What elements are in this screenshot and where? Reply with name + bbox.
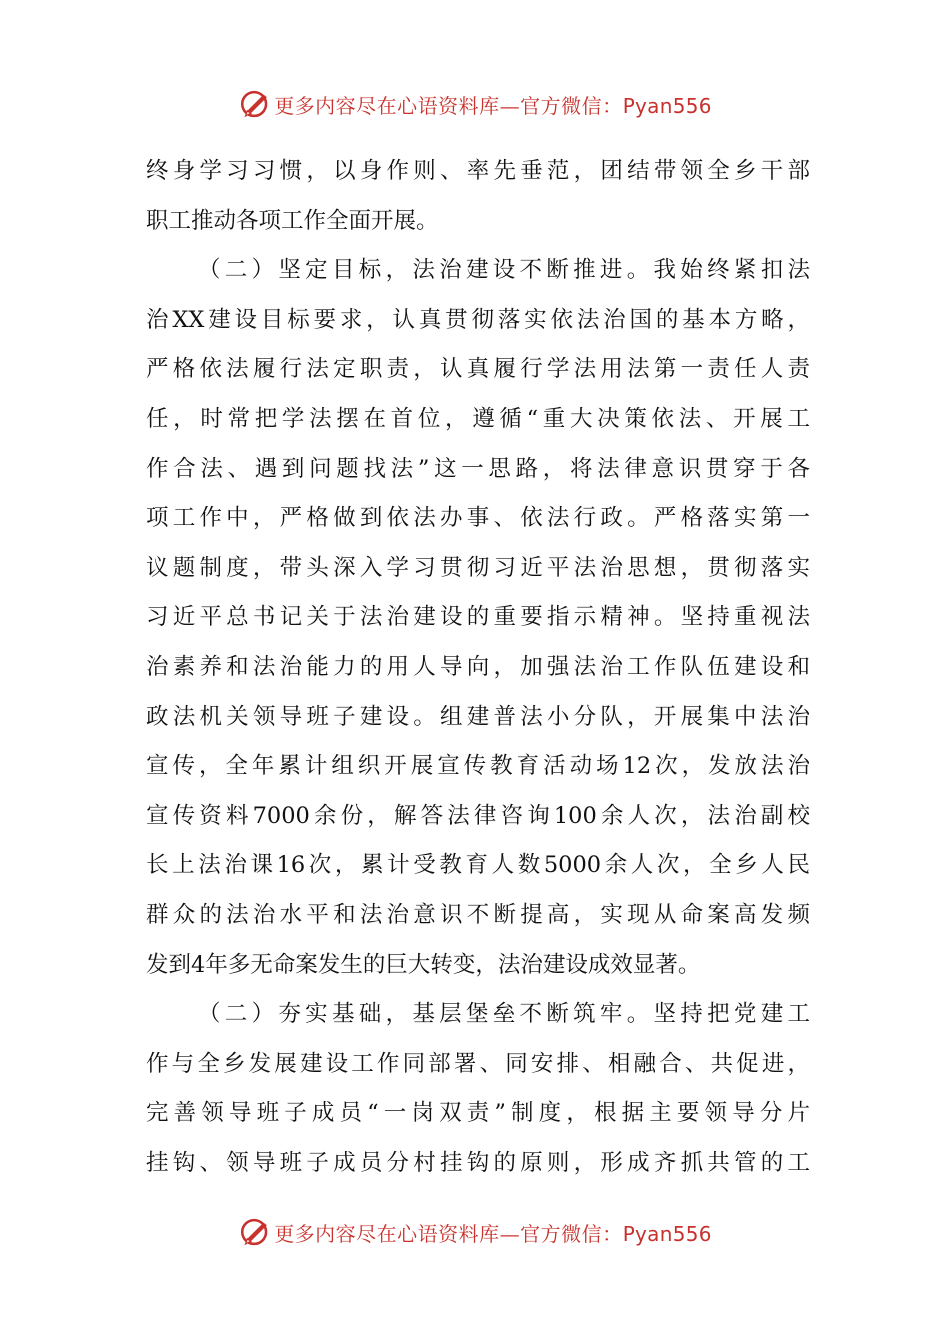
text-line: 任，时常把学法摆在首位，遵循“重大决策依法、开展工 <box>146 405 810 432</box>
text-line: 项工作中，严格做到依法办事、依法行政。严格落实第一 <box>146 505 810 532</box>
text-line: 严格依法履行法定职责，认真履行学法用法第一责任人责 <box>146 356 810 383</box>
text-line: 终身学习习惯，以身作则、率先垂范，团结带领全乡干部 <box>146 158 810 184</box>
watermark-text: 更多内容尽在心语资料库—官方微信：Pyan556 <box>274 1221 712 1246</box>
text-line: 议题制度，带头深入学习贯彻习近平法治思想，贯彻落实 <box>146 554 810 581</box>
text-line: 习近平总书记关于法治建设的重要指示精神。坚持重视法 <box>146 604 810 631</box>
text-line: 长上法治课16次，累计受教育人数5000余人次，全乡人民 <box>146 852 810 879</box>
text-line: 宣传，全年累计组织开展宣传教育活动场12次，发放法治 <box>146 753 810 780</box>
watermark-wechat-id: Pyan556 <box>622 1221 712 1246</box>
text-line: 宣传资料7000余份，解答法律咨询100余人次，法治副校 <box>146 802 810 829</box>
text-line: （二）夯实基础，基层堡垒不断筑牢。坚持把党建工 <box>198 1001 810 1028</box>
watermark-text: 更多内容尽在心语资料库—官方微信：Pyan556 <box>274 93 712 118</box>
text-line: 完善领导班子成员“一岗双责”制度，根据主要领导分片 <box>146 1100 810 1127</box>
text-line: 作与全乡发展建设工作同部署、同安排、相融合、共促进， <box>146 1050 810 1077</box>
text-line: 职工推动各项工作全面开展。 <box>146 207 439 234</box>
pen-logo-icon <box>238 1215 272 1249</box>
text-line: 群众的法治水平和法治意识不断提高，实现从命案高发频 <box>146 901 810 928</box>
pen-logo-icon <box>238 87 272 121</box>
text-line: 治素养和法治能力的用人导向，加强法治工作队伍建设和 <box>146 653 810 680</box>
footer-watermark <box>0 1212 950 1252</box>
text-line: 发到4年多无命案发生的巨大转变，法治建设成效显著。 <box>146 951 701 978</box>
text-line: 治XX建设目标要求，认真贯彻落实依法治国的基本方略， <box>146 306 810 333</box>
watermark-wechat-id: Pyan556 <box>622 93 712 118</box>
text-line: 挂钩、领导班子成员分村挂钩的原则，形成齐抓共管的工 <box>146 1149 810 1176</box>
text-line: 作合法、遇到问题找法”这一思路，将法律意识贯穿于各 <box>146 455 810 482</box>
header-watermark <box>0 84 950 124</box>
text-line: 政法机关领导班子建设。组建普法小分队，开展集中法治 <box>146 703 810 730</box>
document-body <box>146 147 810 1188</box>
text-line: （二）坚定目标，法治建设不断推进。我始终紧扣法 <box>198 257 810 284</box>
